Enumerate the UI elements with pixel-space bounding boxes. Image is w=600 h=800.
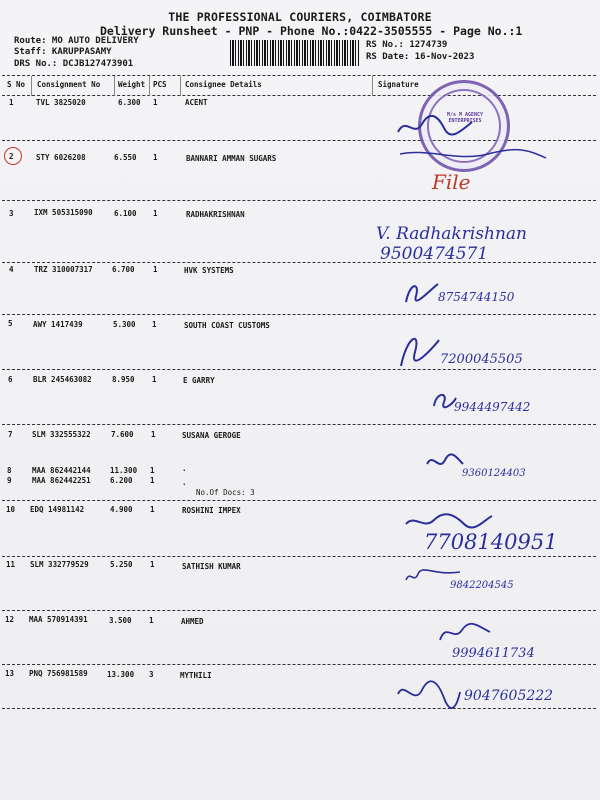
staff-label: Staff: KARUPPASAMY (14, 47, 112, 57)
row-10-consignee: ROSHINI IMPEX (182, 506, 241, 515)
row-3-sno: 3 (9, 209, 14, 218)
row-separator (2, 314, 596, 315)
row-6-sno: 6 (8, 375, 13, 384)
route-label: Route: MO AUTO DELIVERY (14, 36, 139, 46)
row-5-sno: 5 (8, 319, 13, 328)
row-8-consignment: MAA 862442144 (32, 466, 91, 475)
row-8-pcs: 1 (150, 466, 155, 475)
row-separator (2, 708, 596, 709)
signature-2 (398, 146, 548, 170)
signature-12-phone: 9994611734 (452, 646, 535, 661)
rs-number: RS No.: 1274739 (366, 40, 448, 50)
row-6-consignee: E GARRY (183, 376, 215, 385)
row-3-consignee: RADHAKRISHNAN (186, 210, 245, 219)
row-6-consignment: BLR 245463082 (33, 375, 92, 384)
row-13-sno: 13 (5, 669, 15, 678)
row-10-sno: 10 (6, 505, 16, 514)
row-separator (2, 262, 596, 263)
no-of-docs: No.Of Docs: 3 (196, 488, 255, 497)
col-header-weight: Weight (118, 80, 146, 89)
row-1-weight: 6.300 (118, 98, 141, 107)
row-11-sno: 11 (6, 560, 16, 569)
row-6-pcs: 1 (152, 375, 157, 384)
row-separator (2, 500, 596, 501)
stamp-text: M/s M AGENCY ENTERPRISES (446, 112, 484, 124)
row-11-weight: 5.250 (110, 560, 133, 569)
signature-scribble (398, 146, 548, 170)
signature-7 (425, 450, 465, 478)
row-2-sno: 2 (9, 152, 14, 161)
signature-scribble (394, 674, 464, 714)
row-6-weight: 8.950 (112, 375, 135, 384)
row-3-consignment: IXM 505315090 (34, 208, 93, 217)
row-4-sno: 4 (9, 265, 14, 274)
row-2-consignment: STY 6026208 (36, 153, 86, 162)
row-4-pcs: 1 (153, 265, 158, 274)
signature-scribble (395, 326, 445, 370)
col-header-pcs: PCS (153, 80, 167, 89)
row-12-consignment: MAA 570914391 (29, 615, 88, 624)
signature-3-name: V. Radhakrishnan (376, 224, 527, 244)
barcode (230, 40, 360, 66)
row-12-pcs: 1 (149, 616, 154, 625)
table-top-rule (2, 75, 596, 76)
row-8-consignee: . (182, 464, 187, 473)
row-5-consignee: SOUTH COAST CUSTOMS (184, 321, 270, 330)
row-separator (2, 200, 596, 201)
col-divider (372, 76, 373, 96)
row-4-consignment: TRZ 310007317 (34, 265, 93, 274)
signature-scribble (425, 450, 465, 474)
row-5-pcs: 1 (152, 320, 157, 329)
row-9-consignment: MAA 862442251 (32, 476, 91, 485)
company-title: THE PROFESSIONAL COURIERS, COIMBATORE (168, 10, 432, 24)
col-divider (180, 76, 181, 96)
row-2-weight: 6.550 (114, 153, 137, 162)
signature-scribble (438, 620, 494, 646)
row-8-sno: 8 (7, 466, 12, 475)
signature-5-phone: 7200045505 (440, 352, 523, 367)
col-header-signature: Signature (378, 80, 419, 89)
row-10-pcs: 1 (150, 505, 155, 514)
row-1-consignee: ACENT (185, 98, 208, 107)
row-5-weight: 5.300 (113, 320, 136, 329)
row-1-consignment: TVL 3825020 (36, 98, 86, 107)
row-1-sno: 1 (9, 98, 14, 107)
row-12-consignee: AHMED (181, 617, 204, 626)
signature-scribble (402, 278, 442, 306)
col-divider (114, 76, 115, 96)
drs-label: DRS No.: DCJB127473901 (14, 59, 134, 69)
row-separator (2, 556, 596, 557)
row-7-consignment: SLM 332555322 (32, 430, 91, 439)
row-5-consignment: AWY 1417439 (33, 320, 83, 329)
row-13-consignment: PNQ 756981589 (29, 669, 88, 678)
signature-3-phone: 9500474571 (380, 244, 489, 264)
row-2-pcs: 1 (153, 153, 158, 162)
row-7-weight: 7.600 (111, 430, 134, 439)
col-header-consignee: Consignee Details (185, 80, 262, 89)
signature-4-phone: 8754744150 (438, 290, 515, 304)
signature-13-phone: 9047605222 (464, 688, 554, 704)
signature-13 (394, 674, 464, 718)
signature-6-phone: 9944497442 (454, 400, 531, 414)
row-9-sno: 9 (7, 476, 12, 485)
signature-10-phone: 7708140951 (424, 530, 558, 554)
row-12-weight: 3.500 (109, 616, 132, 625)
row-13-consignee: MYTHILI (180, 671, 212, 680)
row-11-consignee: SATHISH KUMAR (182, 562, 241, 571)
row-separator (2, 610, 596, 611)
row-separator (2, 664, 596, 665)
row-9-pcs: 1 (150, 476, 155, 485)
row-4-weight: 6.700 (112, 265, 135, 274)
signature-scribble (396, 112, 476, 140)
runsheet-subtitle: Delivery Runsheet - PNP - Phone No.:0422-3505555 - Page No.:1 (100, 24, 523, 38)
table-header-rule (2, 95, 596, 96)
rs-date: RS Date: 16-Nov-2023 (366, 52, 475, 62)
row-9-weight: 6.200 (110, 476, 133, 485)
row-11-pcs: 1 (150, 560, 155, 569)
row-10-consignment: EDQ 14981142 (30, 505, 85, 514)
row-13-pcs: 3 (149, 670, 154, 679)
row-12-sno: 12 (5, 615, 15, 624)
signature-11-phone: 9842204545 (450, 580, 514, 591)
row-3-pcs: 1 (153, 209, 158, 218)
signature-7-phone: 9360124403 (462, 468, 526, 479)
row-11-consignment: SLM 332779529 (30, 560, 89, 569)
signature-1 (396, 112, 476, 145)
row-10-weight: 4.900 (110, 505, 133, 514)
row-7-pcs: 1 (151, 430, 156, 439)
row-13-weight: 13.300 (107, 670, 135, 679)
row-4-consignee: HVK SYSTEMS (184, 266, 234, 275)
row-1-pcs: 1 (153, 98, 158, 107)
row-7-sno: 7 (8, 430, 13, 439)
signature-5 (395, 326, 445, 374)
row-3-weight: 6.100 (114, 209, 137, 218)
col-header-consignment: Consignment No (37, 80, 101, 89)
row-separator (2, 424, 596, 425)
col-header-sno: S No (7, 80, 26, 89)
row-2-consignee: BANNARI AMMAN SUGARS (186, 154, 277, 163)
col-divider (149, 76, 150, 96)
col-divider (31, 76, 32, 96)
row-separator (2, 369, 596, 370)
file-note: File (432, 170, 471, 194)
row-7-consignee: SUSANA GEROGE (182, 431, 241, 440)
row-9-consignee: . (182, 478, 187, 487)
row-8-weight: 11.300 (110, 466, 138, 475)
signature-4 (402, 278, 442, 310)
